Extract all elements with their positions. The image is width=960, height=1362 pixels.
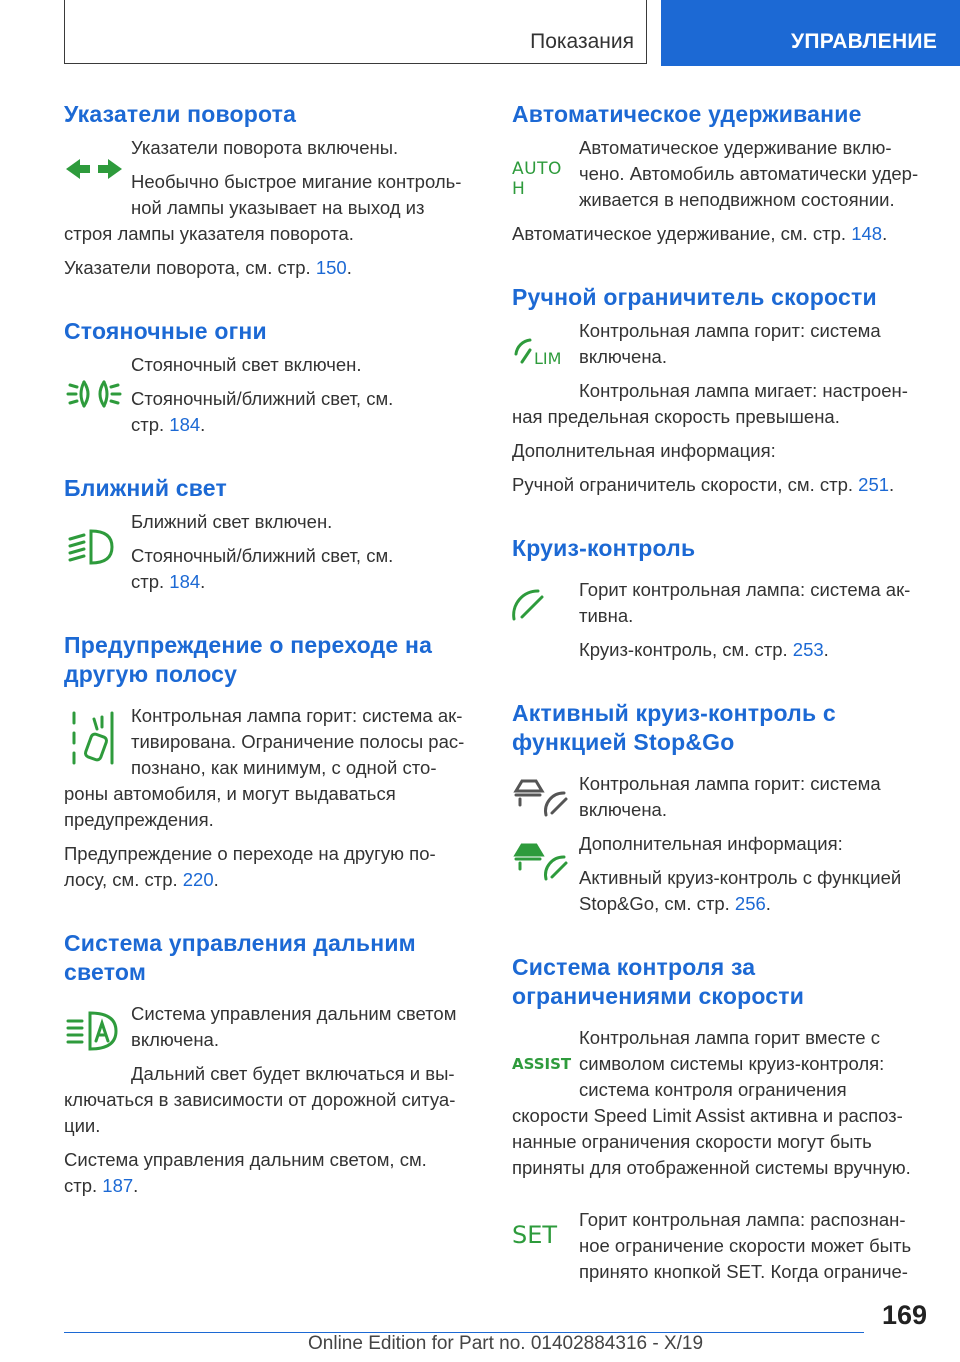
speed-assist-icon: ASSIST: [512, 1055, 572, 1073]
high-beam-heading-1: Система управления дальним: [64, 930, 416, 956]
lane-warning-text-1: Контрольная лампа горит: система ак-: [131, 705, 463, 726]
speed-assist-text-5: нанные ограничения скорости могут быть: [512, 1131, 872, 1152]
speed-assist-text-4: скорости Speed Limit Assist активна и распоз-: [512, 1105, 903, 1126]
high-beam-text-3: Дальний свет будет включаться и вы-: [131, 1063, 455, 1084]
speed-limiter-heading: Ручной ограничитель скорости: [512, 284, 877, 310]
auto-hold-entry: [512, 135, 926, 247]
set-entry: [512, 1207, 926, 1285]
lane-warning-text-3: познано, как минимум, с одной сто-: [131, 757, 437, 778]
high-beam-page-link[interactable]: 187: [102, 1175, 134, 1196]
speed-assist-text-6: приняты для отображенной системы вручную.: [512, 1157, 911, 1178]
speed-limiter-icon: [512, 332, 572, 376]
cruise-text-1: Горит контрольная лампа: система ак-: [579, 579, 911, 600]
low-beam-ref: стр. 184.: [131, 571, 206, 592]
speed-assist-heading-1: Система контроля за: [512, 954, 756, 980]
lane-warning-text-4: роны автомобиля, и могут выдаваться: [64, 783, 396, 804]
low-beam-text-1: Ближний свет включен.: [131, 511, 333, 532]
high-beam-text-5: ции.: [64, 1115, 101, 1136]
low-beam-heading: Ближний свет: [64, 475, 227, 501]
cruise-ref: Круиз-контроль, см. стр. 253.: [579, 639, 829, 660]
acc-text-1: Контрольная лампа горит: система: [579, 773, 881, 794]
parking-lights-entry: [64, 352, 484, 438]
lane-warning-heading-1: Предупреждение о переходе на: [64, 632, 433, 658]
acc-heading-1: Активный круиз-контроль с: [512, 700, 836, 726]
low-beam-text-2a: Стояночный/ближний свет, см.: [131, 545, 394, 566]
acc-icon: [512, 773, 572, 817]
parking-lights-heading: Стояночные огни: [64, 318, 267, 344]
footer-edition: Online Edition for Part no. 01402884316 - X/19: [308, 1333, 704, 1354]
auto-hold-page-link[interactable]: 148: [851, 223, 883, 244]
parking-lights-ref: стр. 184.: [131, 414, 206, 435]
set-icon: SET: [512, 1221, 558, 1249]
high-beam-text-4: ключаться в зависимости от дорожной ситуа-: [64, 1089, 456, 1110]
turn-signal-entry: [64, 135, 484, 281]
header-chapter-label: УПРАВЛЕНИЕ: [791, 30, 938, 53]
speed-limiter-text-3: Контрольная лампа мигает: настроен-: [579, 380, 908, 401]
turn-signal-ref: Указатели поворота, см. стр. 150.: [64, 257, 352, 278]
cruise-heading: Круиз-контроль: [512, 535, 696, 561]
parking-lights-text-1: Стояночный свет включен.: [131, 354, 362, 375]
parking-lights-icon: [64, 372, 124, 416]
turn-signal-text-2b: ной лампы указывает на выход из: [131, 197, 425, 218]
lane-warning-page-link[interactable]: 220: [182, 869, 214, 890]
lane-warning-heading-2: другую полосу: [64, 661, 238, 687]
lane-warning-icon: [64, 709, 124, 769]
speed-limiter-text-2: включена.: [579, 346, 667, 367]
set-text-1: Горит контрольная лампа: распознан-: [579, 1209, 906, 1230]
speed-limiter-text-4: ная предельная скорость превышена.: [512, 406, 840, 427]
parking-lights-text-2a: Стояночный/ближний свет, см.: [131, 388, 394, 409]
speed-assist-entry: [512, 1025, 926, 1181]
low-beam-icon: [64, 525, 124, 569]
lane-warning-ref-1: Предупреждение о переходе на другую по-: [64, 843, 436, 864]
cruise-entry: [512, 577, 926, 663]
header-section-box: [64, 0, 647, 64]
acc-page-link[interactable]: 256: [734, 893, 766, 914]
cruise-text-2: тивна.: [579, 605, 634, 626]
acc-entry: [512, 771, 926, 917]
left-column: [64, 100, 484, 1199]
set-text-3: принято кнопкой SET. Когда ограниче-: [579, 1261, 908, 1282]
turn-signal-text-2a: Необычно быстрое мигание контроль-: [131, 171, 462, 192]
turn-signal-text-1: Указатели поворота включены.: [131, 137, 399, 158]
auto-hold-ref: Автоматическое удерживание, см. стр. 148.: [512, 223, 888, 244]
acc-text-4: Активный круиз-контроль с функцией: [579, 867, 902, 888]
page-number: 169: [882, 1300, 928, 1330]
lane-warning-text-5: предупреждения.: [64, 809, 214, 830]
acc-heading-2: функцией Stop&Go: [512, 729, 735, 755]
turn-signal-text-2c: строя лампы указателя поворота.: [64, 223, 354, 244]
auto-hold-icon: AUTO H: [512, 159, 562, 199]
high-beam-text-1: Система управления дальним светом: [131, 1003, 457, 1024]
high-beam-heading-2: светом: [64, 959, 147, 985]
speed-assist-text-1: Контрольная лампа горит вместе с: [579, 1027, 880, 1048]
header-chapter-tab: [661, 0, 960, 66]
high-beam-ref: стр. 187.: [64, 1175, 139, 1196]
speed-limiter-entry: [512, 318, 926, 498]
right-column: [512, 100, 926, 1285]
turn-signal-page-link[interactable]: 150: [315, 257, 347, 278]
lane-warning-text-2: тивирована. Ограничение полосы рас-: [131, 731, 465, 752]
speed-limiter-ref: Ручной ограничитель скорости, см. стр. 251.: [512, 474, 895, 495]
acc-ref: Stop&Go, см. стр. 256.: [579, 893, 771, 914]
high-beam-ref-1: Система управления дальним светом, см.: [64, 1149, 427, 1170]
auto-hold-text-2: чено. Автомобиль автоматически удер-: [579, 163, 919, 184]
low-beam-entry: [64, 509, 484, 595]
speed-limiter-page-link[interactable]: 251: [858, 474, 890, 495]
cruise-control-icon: [512, 579, 572, 623]
high-beam-text-2: включена.: [131, 1029, 219, 1050]
speed-assist-text-3: система контроля ограничения: [579, 1079, 847, 1100]
speed-assist-text-2: символом системы круиз-контроля:: [579, 1053, 885, 1074]
header-section-label: Показания: [530, 30, 634, 53]
speed-limiter-text-1: Контрольная лампа горит: система: [579, 320, 881, 341]
set-text-2: ное ограничение скорости может быть: [579, 1235, 912, 1256]
cruise-page-link[interactable]: 253: [792, 639, 824, 660]
acc-text-2: включена.: [579, 799, 667, 820]
acc-active-icon: [512, 837, 572, 881]
auto-hold-text-1: Автоматическое удерживание вклю-: [579, 137, 892, 158]
speed-assist-heading-2: ограничениями скорости: [512, 983, 805, 1009]
high-beam-assist-icon: [64, 1009, 124, 1053]
svg-text:LIM: LIM: [534, 349, 562, 368]
acc-text-3: Дополнительная информация:: [579, 833, 843, 854]
auto-hold-text-3: живается в неподвижном состоянии.: [579, 189, 895, 210]
speed-limiter-text-5: Дополнительная информация:: [512, 440, 776, 461]
lane-warning-ref: лосу, см. стр. 220.: [64, 869, 219, 890]
turn-signal-icon: [64, 147, 124, 191]
auto-hold-heading: Автоматическое удерживание: [512, 101, 862, 127]
parking-lights-page-link[interactable]: 184: [169, 414, 201, 435]
lane-warning-entry: [64, 703, 484, 893]
turn-signal-heading: Указатели поворота: [64, 101, 297, 127]
low-beam-page-link[interactable]: 184: [169, 571, 201, 592]
high-beam-entry: [64, 1001, 484, 1199]
